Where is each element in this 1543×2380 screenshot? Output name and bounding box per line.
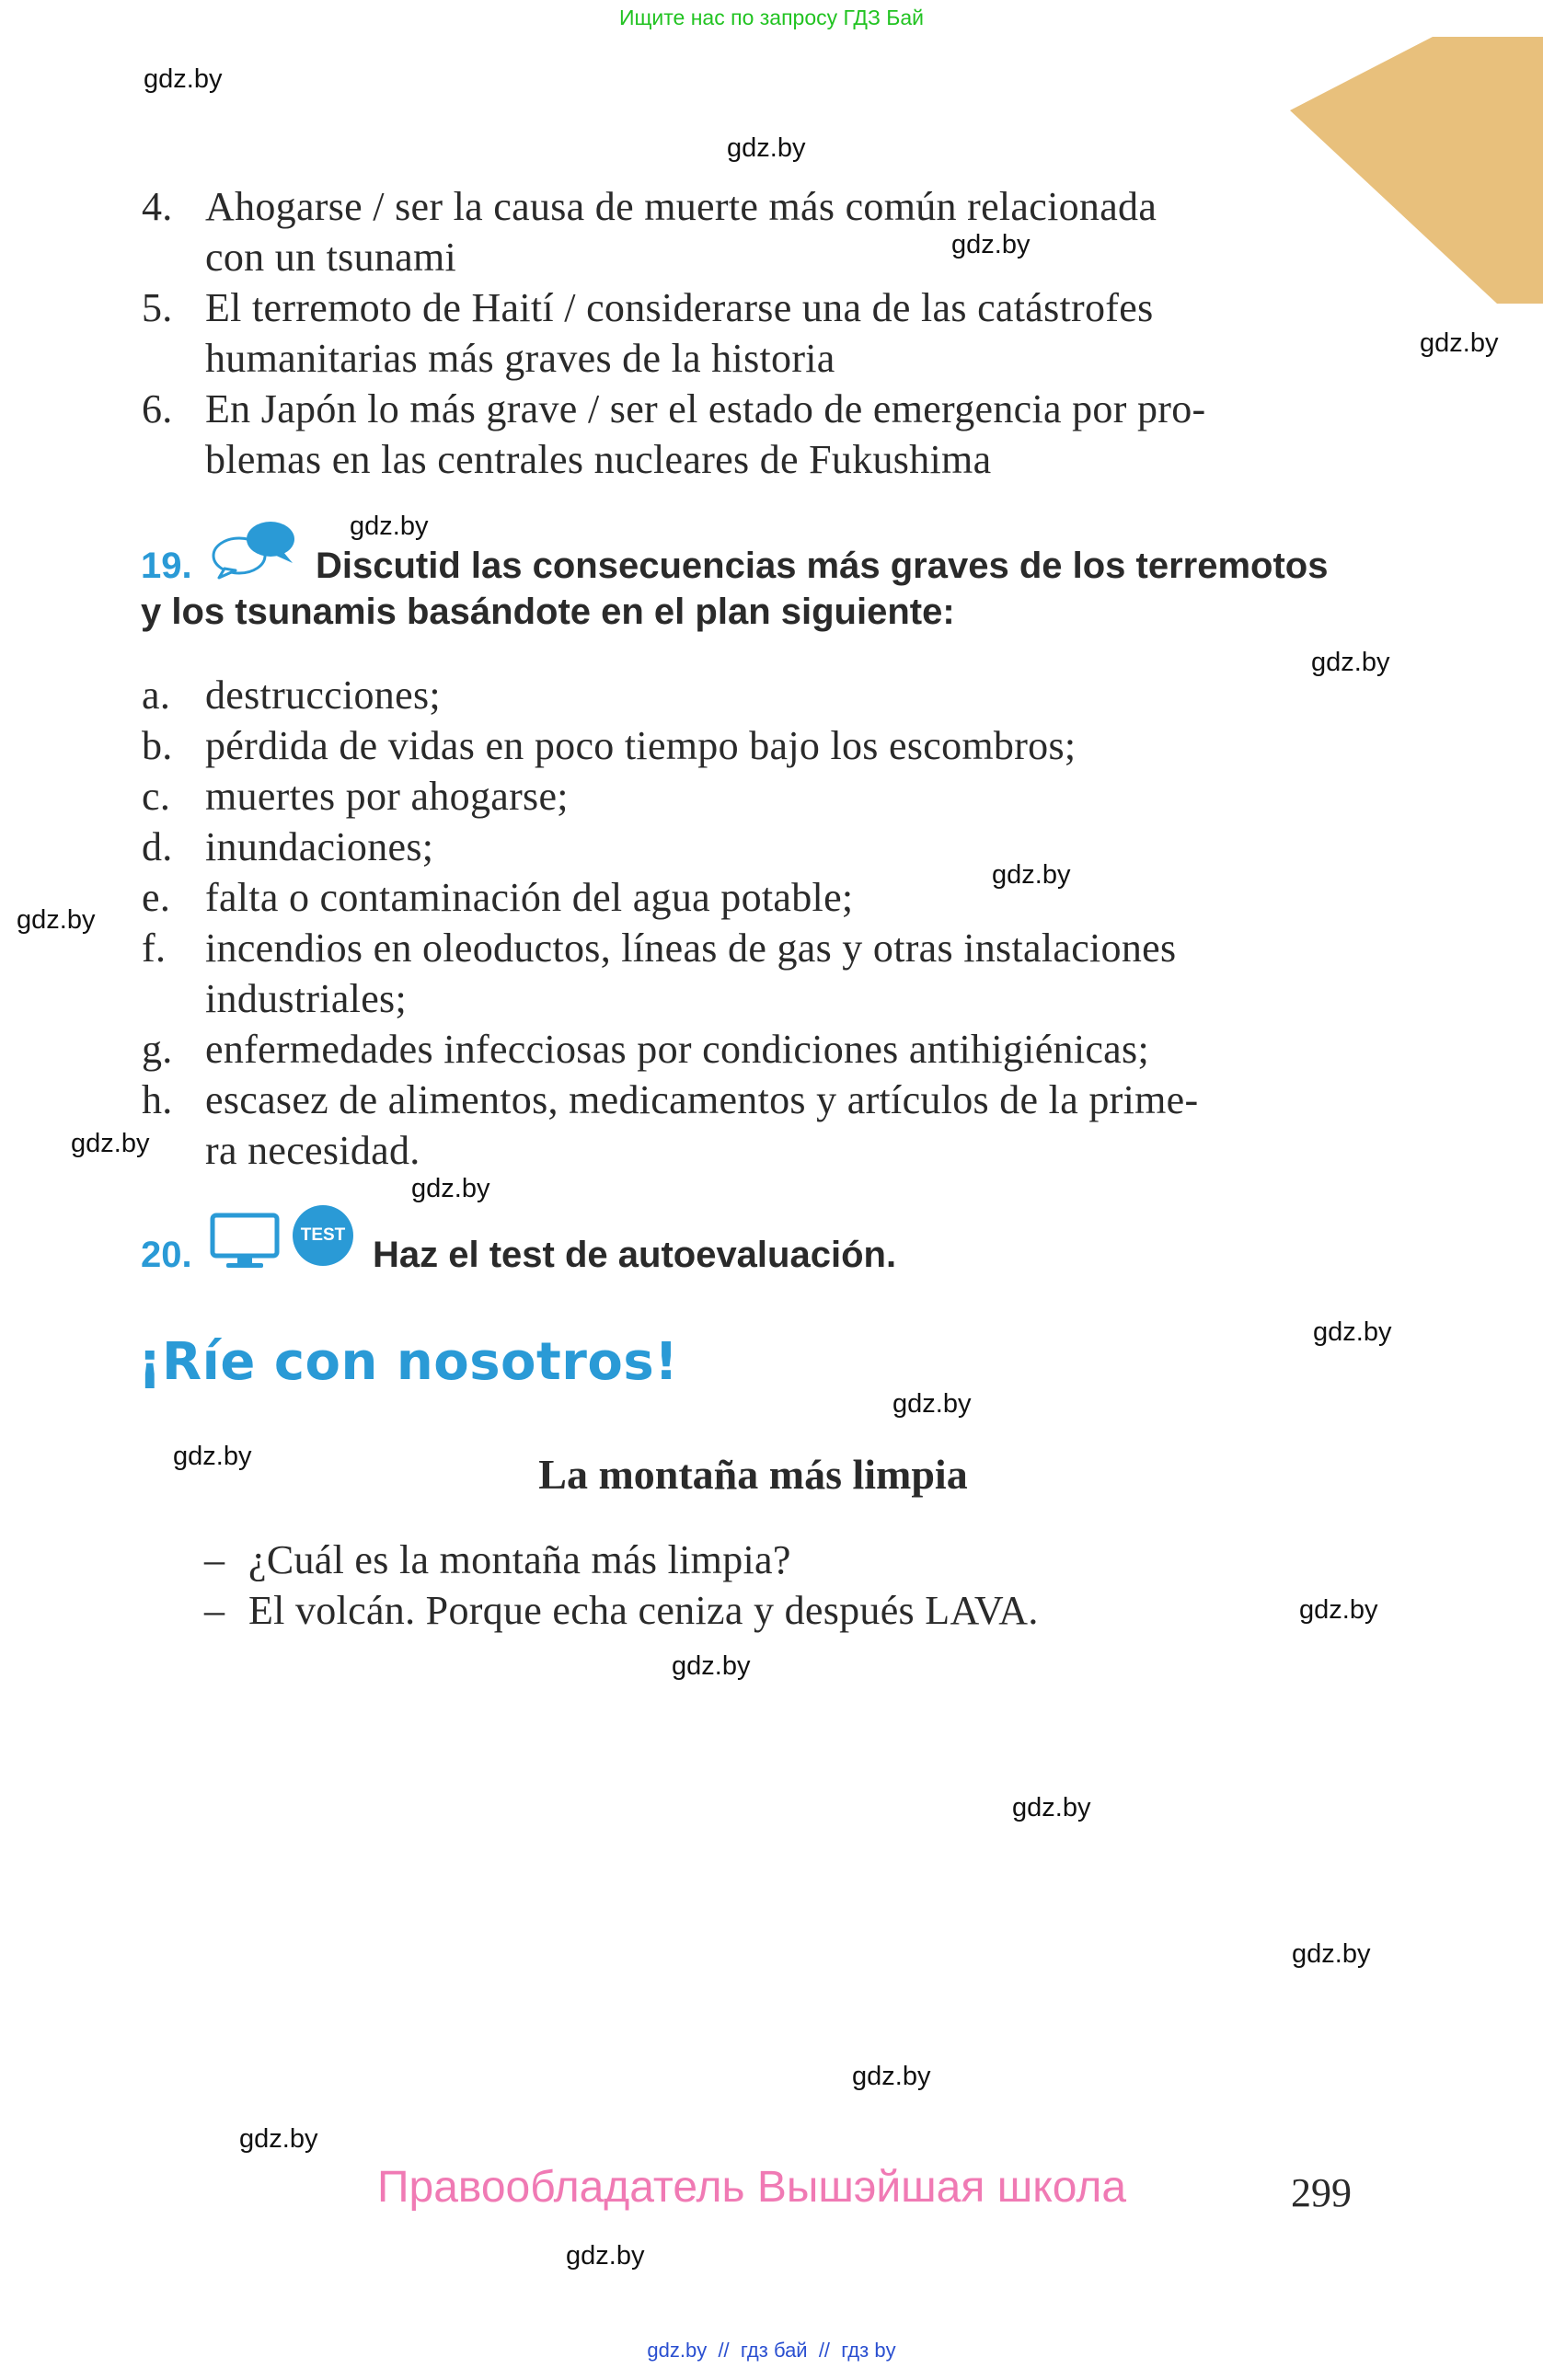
section-title: ¡Ríe con nosotros! [138, 1332, 679, 1392]
list-item-number: 4. [142, 184, 173, 229]
list-item-number: d. [142, 824, 173, 869]
list-item-text: industriales; [205, 976, 407, 1021]
watermark: gdz.by [1012, 1793, 1091, 1822]
watermark: gdz.by [727, 133, 806, 163]
watermark: gdz.by [239, 2124, 318, 2154]
watermark: gdz.by [672, 1651, 751, 1681]
exercise-instruction: y los tsunamis basándote en el plan siguiente: [141, 592, 955, 632]
watermark: gdz.by [17, 905, 96, 935]
list-item-number: f. [142, 926, 167, 971]
watermark: gdz.by [992, 860, 1071, 890]
list-item-number: b. [142, 723, 173, 768]
watermark: gdz.by [71, 1129, 150, 1158]
list-item-number: c. [142, 774, 171, 819]
top-banner: Ищите нас по запросу ГДЗ Бай [618, 6, 925, 29]
watermark: gdz.by [144, 64, 223, 94]
watermark: gdz.by [1292, 1939, 1371, 1969]
exercise-instruction: Discutid las consecuencias más graves de los terremotos [316, 546, 1329, 586]
list-item-text: pérdida de vidas en poco tiempo bajo los escombros; [205, 723, 1077, 768]
list-item-text: ra necesidad. [205, 1128, 420, 1173]
dialogue-dash: – [204, 1588, 225, 1633]
list-item-text: humanitarias más graves de la historia [205, 336, 835, 381]
joke-title: La montaña más limpia [538, 1451, 968, 1498]
watermark: gdz.by [566, 2241, 645, 2271]
footer-links[interactable]: gdz.by // гдз бай // гдз by [647, 2339, 896, 2362]
list-item-text: con un tsunami [205, 235, 457, 280]
dialogue-line: ¿Cuál es la montaña más limpia? [248, 1537, 791, 1582]
list-item-text: En Japón lo más grave / ser el estado de emergencia por pro- [205, 386, 1206, 431]
list-item-number: e. [142, 875, 171, 920]
watermark: gdz.by [1420, 328, 1499, 358]
list-item-text: muertes por ahogarse; [205, 774, 569, 819]
page-number: 299 [1291, 2170, 1352, 2215]
list-item-text: El terremoto de Haití / considerarse una de las catástrofes [205, 285, 1154, 330]
exercise-instruction: Haz el test de autoevaluación. [373, 1235, 897, 1275]
list-item-number: h. [142, 1077, 173, 1122]
copyright-holder: Правообладатель Вышэйшая школа [377, 2163, 1127, 2212]
watermark: gdz.by [892, 1389, 972, 1419]
list-item-text: inundaciones; [205, 824, 434, 869]
list-item-number: a. [142, 673, 171, 718]
monitor-icon [210, 1213, 280, 1270]
exercise-number: 20. [141, 1235, 192, 1275]
list-item-number: g. [142, 1027, 173, 1072]
corner-decoration [1267, 28, 1543, 304]
watermark: gdz.by [350, 512, 429, 541]
watermark: gdz.by [1299, 1595, 1378, 1625]
test-badge-label: TEST [300, 1225, 346, 1245]
list-item-text: enfermedades infecciosas por condiciones antihigiénicas; [205, 1027, 1149, 1072]
watermark: gdz.by [852, 2062, 931, 2091]
list-item-text: falta o contaminación del agua potable; [205, 875, 854, 920]
list-item-text: incendios en oleoductos, líneas de gas y otras instalaciones [205, 926, 1177, 971]
watermark: gdz.by [951, 230, 1031, 259]
watermark: gdz.by [1313, 1317, 1392, 1347]
list-item-text: Ahogarse / ser la causa de muerte más común relacionada [205, 184, 1157, 229]
list-item-number: 6. [142, 386, 173, 431]
watermark: gdz.by [1311, 648, 1390, 677]
list-item-text: blemas en las centrales nucleares de Fukushima [205, 437, 992, 482]
list-item-text: escasez de alimentos, medicamentos y artículos de la prime- [205, 1077, 1199, 1122]
dialogue-line: El volcán. Porque echa ceniza y después LAVA. [248, 1588, 1039, 1633]
watermark: gdz.by [173, 1442, 252, 1471]
exercise-number: 19. [141, 546, 192, 586]
watermark: gdz.by [411, 1174, 490, 1203]
list-item-text: destrucciones; [205, 673, 441, 718]
list-item-number: 5. [142, 285, 173, 330]
speech-bubbles-icon [210, 515, 302, 580]
dialogue-dash: – [204, 1537, 225, 1582]
